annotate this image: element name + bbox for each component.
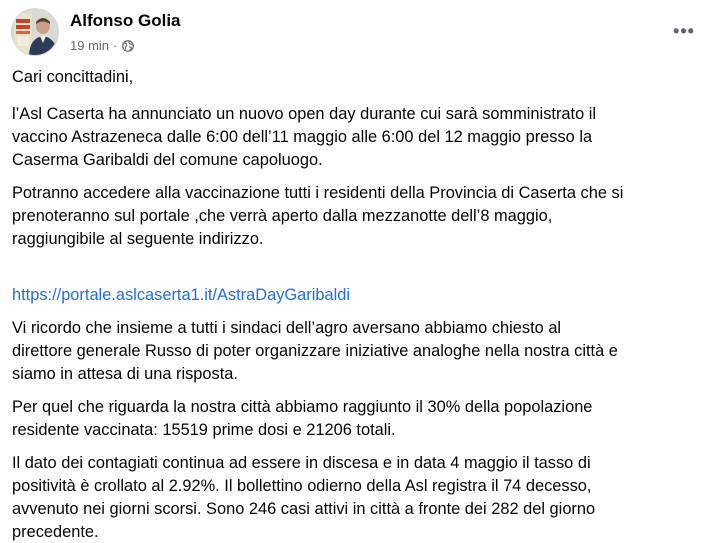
portal-link[interactable]: https://portale.aslcaserta1.it/AstraDayGaribaldi	[12, 286, 350, 304]
post-link-paragraph	[12, 261, 707, 307]
more-options-icon[interactable]: •••	[673, 21, 695, 41]
post-greeting: Cari concittadini,	[12, 68, 134, 86]
globe-icon[interactable]	[122, 40, 134, 52]
author-avatar[interactable]	[11, 8, 59, 56]
post-paragraph: Vi ricordo che insieme a tutti i sindaci dell’agro aversano abbiamo chiesto al direttore generale Russo di poter organizzare iniziative analoghe nella nostra città e siamo in attesa di una risposta.	[12, 319, 618, 383]
profile-photo-icon	[12, 9, 58, 55]
post-paragraph: Il dato dei contagiati continua ad essere in discesa e in data 4 maggio il tasso di positività è crollato al 2.92%. Il bollettino odierno della Asl registra il 74 decesso, avvenuto nei giorni scorsi. Sono 246 casi attivi in città a fronte dei 282 del giorno precedente.	[12, 454, 596, 541]
post-paragraph: Potranno accedere alla vaccinazione tutti i residenti della Provincia di Caserta che si prenoteranno sul portale ,che verrà aperto dalla mezzanotte dell’8 maggio, raggiungibile al seguente indirizzo.	[12, 184, 624, 248]
post-body	[12, 66, 707, 543]
meta-separator: ·	[113, 38, 118, 53]
post-meta	[70, 38, 134, 53]
post-timestamp[interactable]: 19 min	[70, 38, 110, 53]
author-name[interactable]: Alfonso Golia	[70, 11, 181, 30]
post-paragraph: Per quel che riguarda la nostra città abbiamo raggiunto il 30% della popolazione residente vaccinata: 15519 prime dosi e 21206 totali.	[12, 398, 593, 439]
post-header	[0, 0, 717, 64]
post-paragraph: l’Asl Caserta ha annunciato un nuovo open day durante cui sarà somministrato il vaccino Astrazeneca dalle 6:00 dell’11 maggio alle 6:00 del 12 maggio presso la Caserma Garibaldi del comune capoluogo.	[12, 105, 597, 169]
